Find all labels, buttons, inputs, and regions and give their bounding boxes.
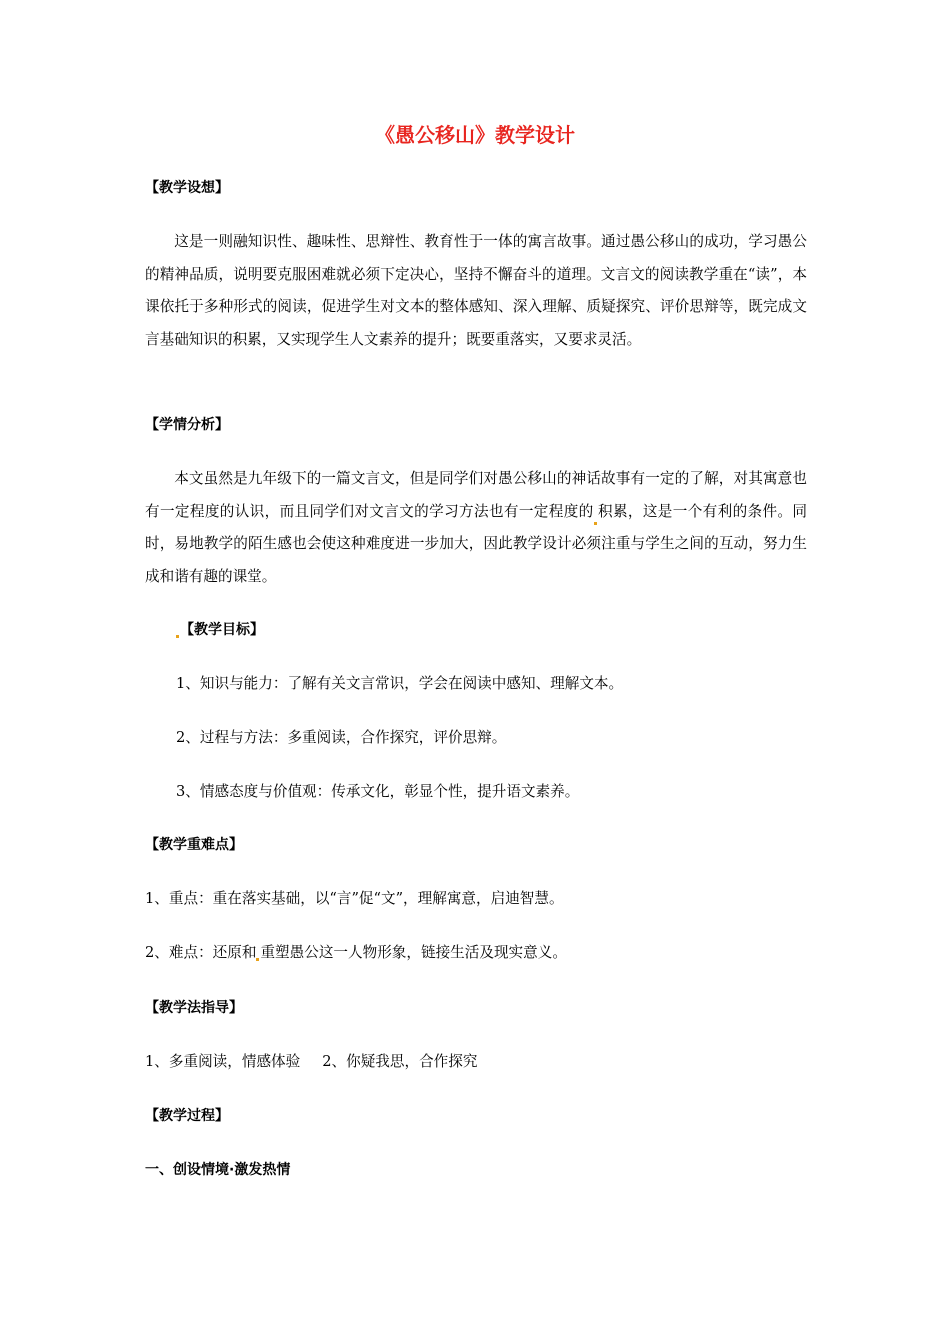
objective-item: 3、情感态度与价值观：传承文化，彰显个性，提升语文素养。 bbox=[176, 783, 580, 800]
heading-learner-analysis: 【学情分析】 bbox=[145, 417, 229, 433]
heading-methods: 【教学法指导】 bbox=[145, 1000, 243, 1016]
key-point-text-2: 重塑愚公这一人物形象，链接生活及现实意义。 bbox=[260, 944, 567, 961]
paragraph-design-idea: 这是一则融知识性、趣味性、思辩性、教育性于一体的寓言故事。通过愚公移山的成功，学习愚公的精神品质，说明要克服困难就必须下定决心，坚持不懈奋斗的道理。文言文的阅读教学重在“读”，本课依托于多种形式的阅读，促进学生对文本的整体感知、深入理解、质疑探究、评价思辩等，既完成文言基础知识的积累，又实现学生人文素养的提升；既要重落实，又要求灵活。 bbox=[145, 233, 807, 348]
document-title: 《愚公移山》教学设计 bbox=[375, 123, 575, 147]
key-point-text-1: 2、难点：还原和 bbox=[145, 944, 257, 961]
heading-design-idea: 【教学设想】 bbox=[145, 180, 229, 196]
heading-key-points: 【教学重难点】 bbox=[145, 837, 243, 853]
learner-analysis-text-1: 本文虽然是九年级下的一篇文言文，但是同学们对愚公移山的神话故事有一定的了解，对其寓意也有一定程度的认识，而且同学们对文言文的学习方法也有一定程度的 bbox=[145, 470, 807, 520]
paragraph-learner-analysis bbox=[145, 463, 807, 593]
method-item: 1、多重阅读，情感体验 bbox=[145, 1053, 301, 1070]
objective-item: 2、过程与方法：多重阅读，合作探究，评价思辩。 bbox=[176, 729, 507, 746]
heading-objectives-label: 【教学目标】 bbox=[180, 622, 264, 638]
objective-item: 1、知识与能力：了解有关文言常识，学会在阅读中感知、理解文本。 bbox=[176, 675, 624, 692]
process-step-heading: 一、创设情境·激发热情 bbox=[145, 1162, 291, 1178]
heading-objectives bbox=[176, 619, 264, 641]
key-point-item: 1、重点：重在落实基础，以“言”促“文”，理解寓意，启迪智慧。 bbox=[145, 890, 564, 907]
heading-process: 【教学过程】 bbox=[145, 1108, 229, 1124]
edit-marker-icon bbox=[256, 958, 259, 961]
method-items bbox=[145, 1051, 477, 1073]
edit-marker-icon bbox=[176, 635, 179, 638]
method-item: 2、你疑我思，合作探究 bbox=[322, 1053, 478, 1070]
edit-marker-icon bbox=[594, 522, 597, 525]
learner-analysis-text-2: 积累，这是一个有利的条件。同时，易地教学的陌生感也会使这种难度进一步加大，因此教学设计必须注重与学生之间的互动，努力生成和谐有趣的课堂。 bbox=[145, 502, 807, 585]
key-point-item bbox=[145, 942, 567, 964]
